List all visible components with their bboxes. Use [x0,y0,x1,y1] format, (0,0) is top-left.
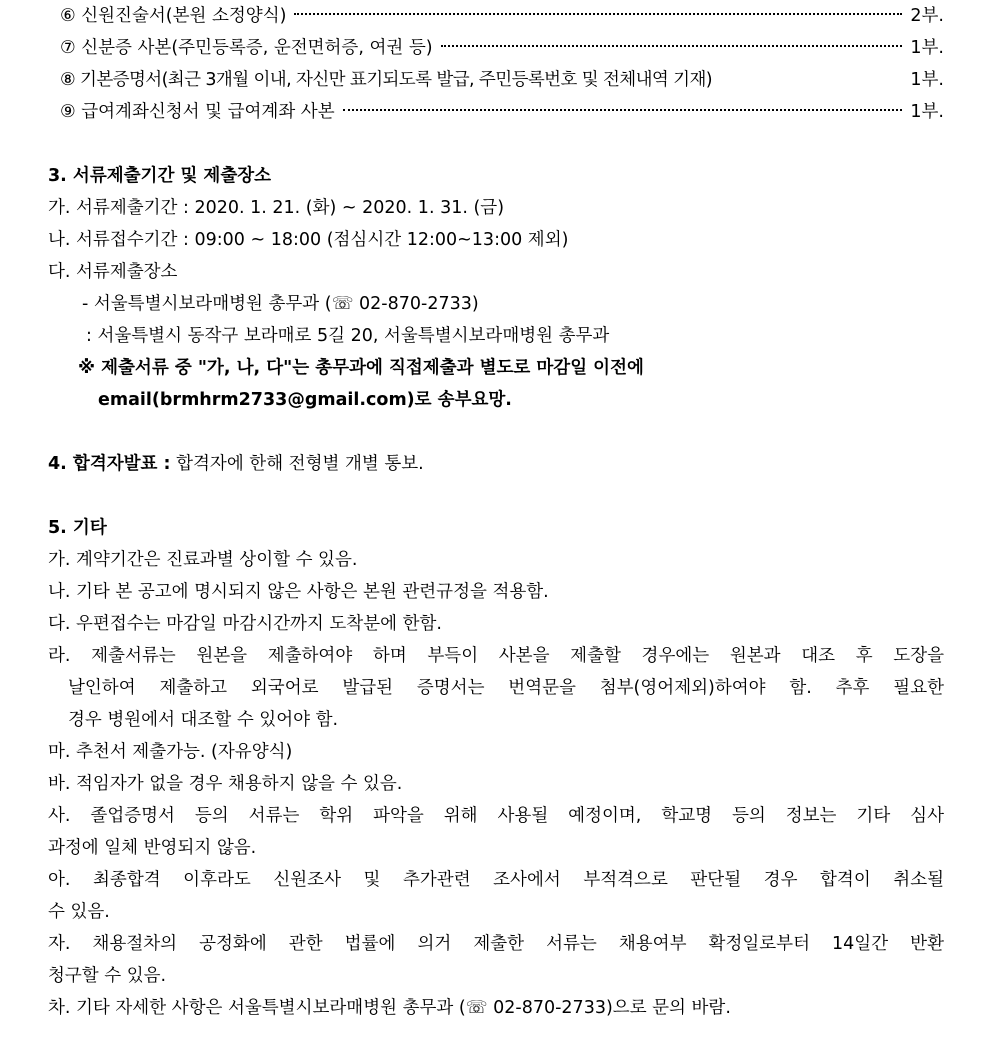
doc-item-label: ⑦ 신분증 사본(주민등록증, 운전면허증, 여권 등) [60,38,433,58]
submission-address: : 서울특별시 동작구 보라매로 5길 20, 서울특별시보라매병원 총무과 [86,326,610,346]
item-sa-line2: 과정에 일체 반영되지 않음. [48,838,257,858]
item-ja-line2: 청구할 수 있음. [48,966,167,986]
email-note-line1: ※ 제출서류 중 "가, 나, 다"는 총무과에 직접제출과 별도로 마감일 이전에 [78,358,644,378]
section-4-heading: 4. 합격자발표 : [48,454,171,474]
submission-dept: - 서울특별시보라매병원 총무과 (☏ 02-870-2733) [82,294,479,314]
item-ja-line1: 자. 채용절차의 공정화에 관한 법률에 의거 제출한 서류는 채용여부 확정일로부터 14일간 반환 [48,934,944,954]
doc-item-count: 1부. [910,102,944,122]
item-na: 나. 기타 본 공고에 명시되지 않은 사항은 본원 관련규정을 적용함. [48,582,549,602]
doc-item-8 [60,68,944,92]
doc-item-label: ⑨ 급여계좌신청서 및 급여계좌 사본 [60,102,335,122]
leader-dots [294,13,902,15]
section-5-heading: 5. 기타 [48,518,107,538]
doc-item-count: 1부. [910,70,944,90]
item-ra-line1: 라. 제출서류는 원본을 제출하여야 하며 부득이 사본을 제출할 경우에는 원본과 대조 후 도장을 [48,646,944,666]
submission-place: 다. 서류제출장소 [48,262,178,282]
doc-item-label: ⑥ 신원진술서(본원 소정양식) [60,6,287,26]
section-4 [48,452,424,476]
doc-item-6 [60,4,944,28]
email-note-line2: email(brmhrm2733@gmail.com)로 송부요망. [98,390,512,410]
item-sa-line1: 사. 졸업증명서 등의 서류는 학위 파악을 위해 사용될 예정이며, 학교명 등의 정보는 기타 심사 [48,806,944,826]
item-da: 다. 우편접수는 마감일 마감시간까지 도착분에 한함. [48,614,442,634]
item-ra-line2: 날인하여 제출하고 외국어로 발급된 증명서는 번역문을 첨부(영어제외)하여야 함. 추후 필요한 [68,678,944,698]
reception-hours: 나. 서류접수기간 : 09:00 ~ 18:00 (점심시간 12:00~13:00 제외) [48,230,569,250]
item-a-line1: 아. 최종합격 이후라도 신원조사 및 추가관련 조사에서 부적격으로 판단될 경우 합격이 취소될 [48,870,944,890]
doc-item-9 [60,100,944,124]
item-ma: 마. 추천서 제출가능. (자유양식) [48,742,293,762]
doc-item-label: ⑧ 기본증명서(최근 3개월 이내, 자신만 표기되도록 발급, 주민등록번호 및 전체내역 기재) [60,70,712,90]
leader-dots [343,109,903,111]
item-cha: 차. 기타 자세한 사항은 서울특별시보라매병원 총무과 (☏ 02-870-2733)으로 문의 바람. [48,998,731,1018]
item-ga: 가. 계약기간은 진료과별 상이할 수 있음. [48,550,358,570]
leader-dots [441,45,903,47]
section-3-heading: 3. 서류제출기간 및 제출장소 [48,166,272,186]
doc-item-7 [60,36,944,60]
item-a-line2: 수 있음. [48,902,110,922]
item-ra-line3: 경우 병원에서 대조할 수 있어야 함. [68,710,339,730]
section-4-text: 합격자에 한해 전형별 개별 통보. [176,454,424,474]
doc-item-count: 1부. [910,38,944,58]
item-ba: 바. 적임자가 없을 경우 채용하지 않을 수 있음. [48,774,403,794]
submission-period: 가. 서류제출기간 : 2020. 1. 21. (화) ~ 2020. 1. 31. (금) [48,198,505,218]
doc-item-count: 2부. [910,6,944,26]
